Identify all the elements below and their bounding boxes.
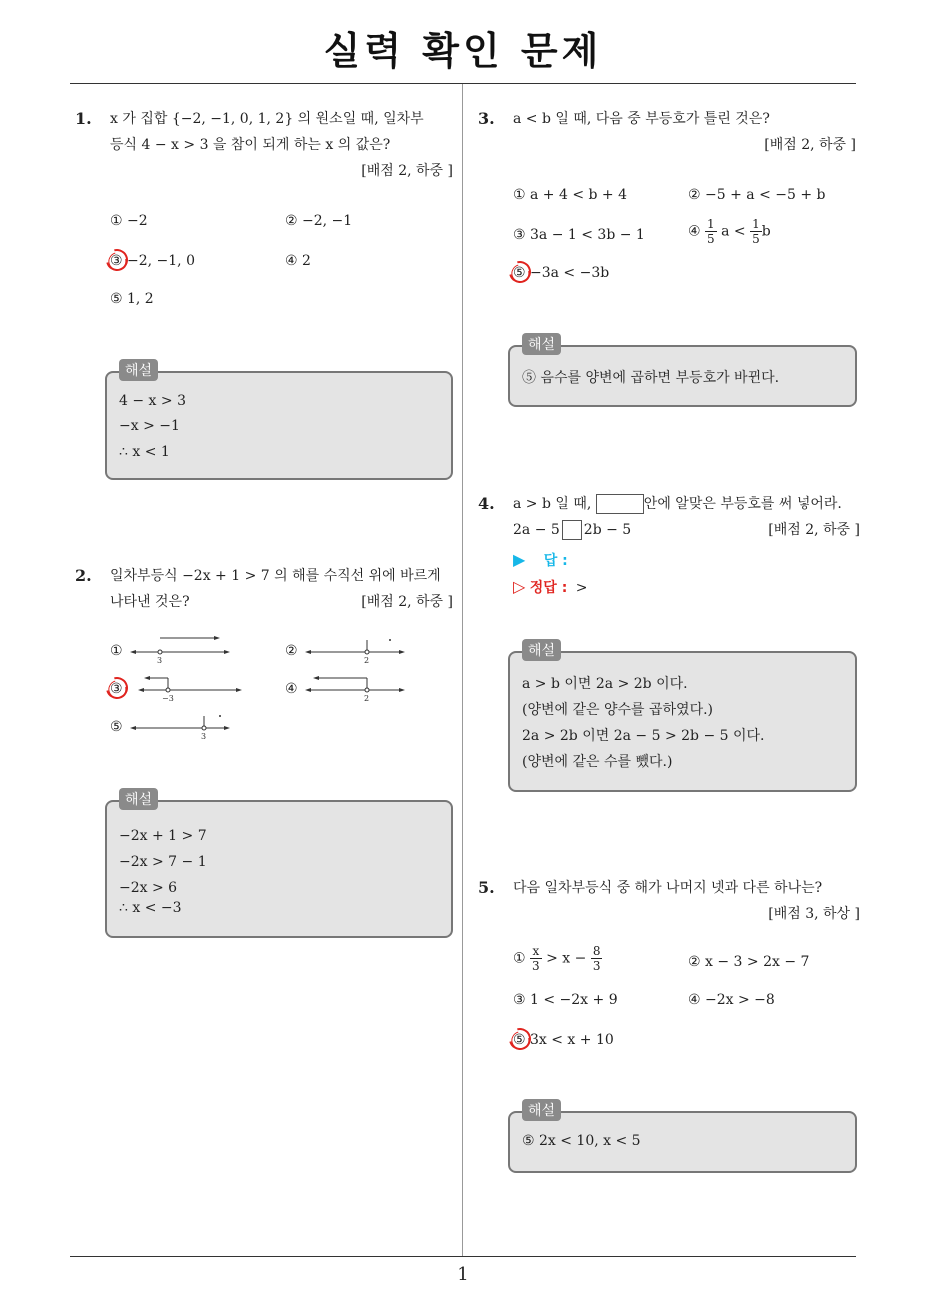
q5-solution-box — [508, 1103, 857, 1173]
question-text-line1 — [513, 491, 842, 517]
score-label: [배점 2, 하중 ] — [361, 163, 453, 179]
question-number: 1. — [75, 109, 92, 128]
q5-option-4[interactable]: ④ −2x > −8 — [688, 992, 775, 1008]
question-text-line1: a < b 일 때, 다음 중 부등호가 틀린 것은? — [513, 111, 770, 127]
numerator: 8 — [592, 944, 601, 958]
q2-option-2[interactable]: ② — [285, 643, 298, 659]
question-number: 5. — [478, 878, 495, 897]
q1-option-1[interactable]: ① −2 — [110, 213, 148, 229]
number-line-icon — [130, 708, 230, 742]
solution-line: a > b 이면 2a > 2b 이다. — [522, 676, 688, 692]
denominator: 5 — [707, 232, 715, 246]
solution-label: 해설 — [522, 639, 561, 661]
question-1 — [75, 106, 453, 179]
solution-label: 해설 — [119, 359, 158, 381]
bottom-rule — [70, 1256, 856, 1257]
solution-line: −2x + 1 > 7 — [119, 828, 207, 844]
question-text-line2: 나타낸 것은? — [110, 594, 190, 610]
score-label: [배점 2, 하중 ] — [361, 594, 453, 610]
fraction — [705, 217, 717, 246]
selected-answer-mark-icon — [102, 673, 132, 703]
tick-label: 2 — [364, 694, 370, 703]
solution-line: (양변에 같은 양수를 곱하였다.) — [522, 702, 714, 718]
question-number: 4. — [478, 494, 495, 513]
q1-option-3[interactable]: ③ −2, −1, 0 — [110, 253, 195, 269]
fraction — [750, 217, 762, 246]
solution-label: 해설 — [119, 788, 158, 810]
q5-option-3[interactable]: ③ 1 < −2x + 9 — [513, 992, 618, 1008]
answer-label: 답 : — [543, 553, 568, 569]
q1-option-5[interactable]: ⑤ 1, 2 — [110, 291, 154, 307]
number-line-icon — [305, 632, 405, 666]
q1-option-4[interactable]: ④ 2 — [285, 253, 311, 269]
option-text: b — [761, 223, 771, 240]
answer-row — [513, 550, 568, 570]
top-rule — [70, 83, 856, 84]
question-text-line1: x 가 집합 {−2, −1, 0, 1, 2} 의 원소일 때, 일차부 — [110, 111, 424, 127]
page-title: 실력 확인 문제 — [323, 29, 603, 73]
q3-solution-box — [508, 337, 857, 407]
selected-answer-mark-icon — [102, 245, 132, 275]
q3-option-2[interactable]: ② −5 + a < −5 + b — [688, 187, 826, 203]
option-mark: ④ — [688, 223, 701, 240]
number-line-icon — [305, 670, 405, 704]
question-number: 2. — [75, 566, 92, 585]
question-5 — [478, 875, 858, 927]
q5-option-5[interactable]: ⑤ 3x < x + 10 — [513, 1032, 614, 1048]
q1-option-2[interactable]: ② −2, −1 — [285, 213, 353, 229]
solution-line: −2x > 7 − 1 — [119, 854, 207, 870]
q2-option-3[interactable]: ③ — [110, 681, 123, 697]
tick-label: 3 — [157, 656, 163, 665]
question-2 — [75, 563, 453, 615]
denominator: 3 — [592, 959, 601, 973]
q2-option-1[interactable]: ① — [110, 643, 123, 659]
question-number: 3. — [478, 109, 495, 128]
score-label: [배점 2, 하중 ] — [764, 137, 856, 153]
q2-option-4[interactable]: ④ — [285, 681, 298, 697]
score-label: [배점 2, 하중 ] — [768, 522, 860, 538]
solution-line: 2a > 2b 이면 2a − 5 > 2b − 5 이다. — [522, 728, 765, 744]
question-3 — [478, 106, 856, 158]
q1-solution-box — [105, 363, 453, 480]
solution-line: ∴ x < 1 — [119, 444, 170, 460]
answer-blank-box — [562, 520, 582, 540]
solution-line: (양변에 같은 수를 뺐다.) — [522, 754, 673, 770]
fraction — [591, 944, 603, 973]
question-text-line1: 다음 일차부등식 중 해가 나머지 넷과 다른 하나는? — [513, 880, 823, 896]
q3-option-3[interactable]: ③ 3a − 1 < 3b − 1 — [513, 227, 645, 243]
answer-blank-box — [596, 494, 644, 514]
option-text: a < — [721, 223, 746, 240]
solution-line: −x > −1 — [119, 418, 180, 434]
denominator: 3 — [532, 959, 540, 973]
q4-solution-box — [508, 643, 857, 792]
numerator: 1 — [707, 217, 715, 231]
solution-line: ⑤ 음수를 양변에 곱하면 부등호가 바뀐다. — [522, 370, 780, 386]
tick-label: 2 — [364, 656, 370, 665]
q2-option-5[interactable]: ⑤ — [110, 719, 123, 735]
correct-answer-row — [513, 577, 587, 597]
q3-option-4[interactable] — [688, 217, 771, 246]
question-text: 안에 알맞은 부등호를 써 넣어라. — [643, 496, 842, 512]
question-text-line1: 일차부등식 −2x + 1 > 7 의 해를 수직선 위에 바르게 — [110, 568, 441, 584]
number-line-icon — [138, 670, 242, 704]
solution-line: ∴ x < −3 — [119, 900, 182, 916]
outline-arrow-icon: ▷ — [513, 577, 526, 596]
fraction — [530, 944, 542, 973]
selected-answer-mark-icon — [505, 257, 535, 287]
question-text: 2a − 5 — [513, 522, 560, 538]
correct-answer-label: 정답 : — [529, 580, 568, 596]
q5-option-2[interactable]: ② x − 3 > 2x − 7 — [688, 954, 810, 970]
numerator: x — [530, 944, 542, 959]
tick-label: 3 — [201, 732, 207, 741]
solution-label: 해설 — [522, 333, 561, 355]
question-text-line2: 등식 4 − x > 3 을 참이 되게 하는 x 의 값은? — [110, 137, 391, 153]
number-line-icon — [130, 632, 230, 666]
q3-option-1[interactable]: ① a + 4 < b + 4 — [513, 187, 628, 203]
question-text-line2 — [513, 517, 631, 543]
option-text: > x − — [546, 950, 587, 967]
question-text: 2b − 5 — [583, 522, 632, 538]
solution-label: 해설 — [522, 1099, 561, 1121]
question-text: a > b 일 때, — [513, 496, 592, 512]
tick-label: −3 — [162, 694, 174, 703]
solution-line: −2x > 6 — [119, 880, 178, 896]
page-number: 1 — [457, 1264, 469, 1285]
numerator: 1 — [752, 217, 760, 231]
option-mark: ① — [513, 950, 526, 967]
column-divider — [462, 84, 463, 1256]
q2-solution-box — [105, 792, 453, 938]
question-4 — [478, 491, 858, 543]
solution-line: 4 − x > 3 — [119, 393, 186, 409]
selected-answer-mark-icon — [505, 1024, 535, 1054]
denominator: 5 — [752, 232, 760, 246]
solution-line: ⑤ 2x < 10, x < 5 — [522, 1133, 641, 1149]
score-label: [배점 3, 하상 ] — [768, 906, 860, 922]
q3-option-5[interactable]: ⑤ −3a < −3b — [513, 265, 610, 281]
q5-option-1[interactable] — [513, 944, 602, 973]
play-arrow-icon: ▶ — [513, 550, 526, 569]
correct-answer-value: > — [575, 580, 588, 596]
